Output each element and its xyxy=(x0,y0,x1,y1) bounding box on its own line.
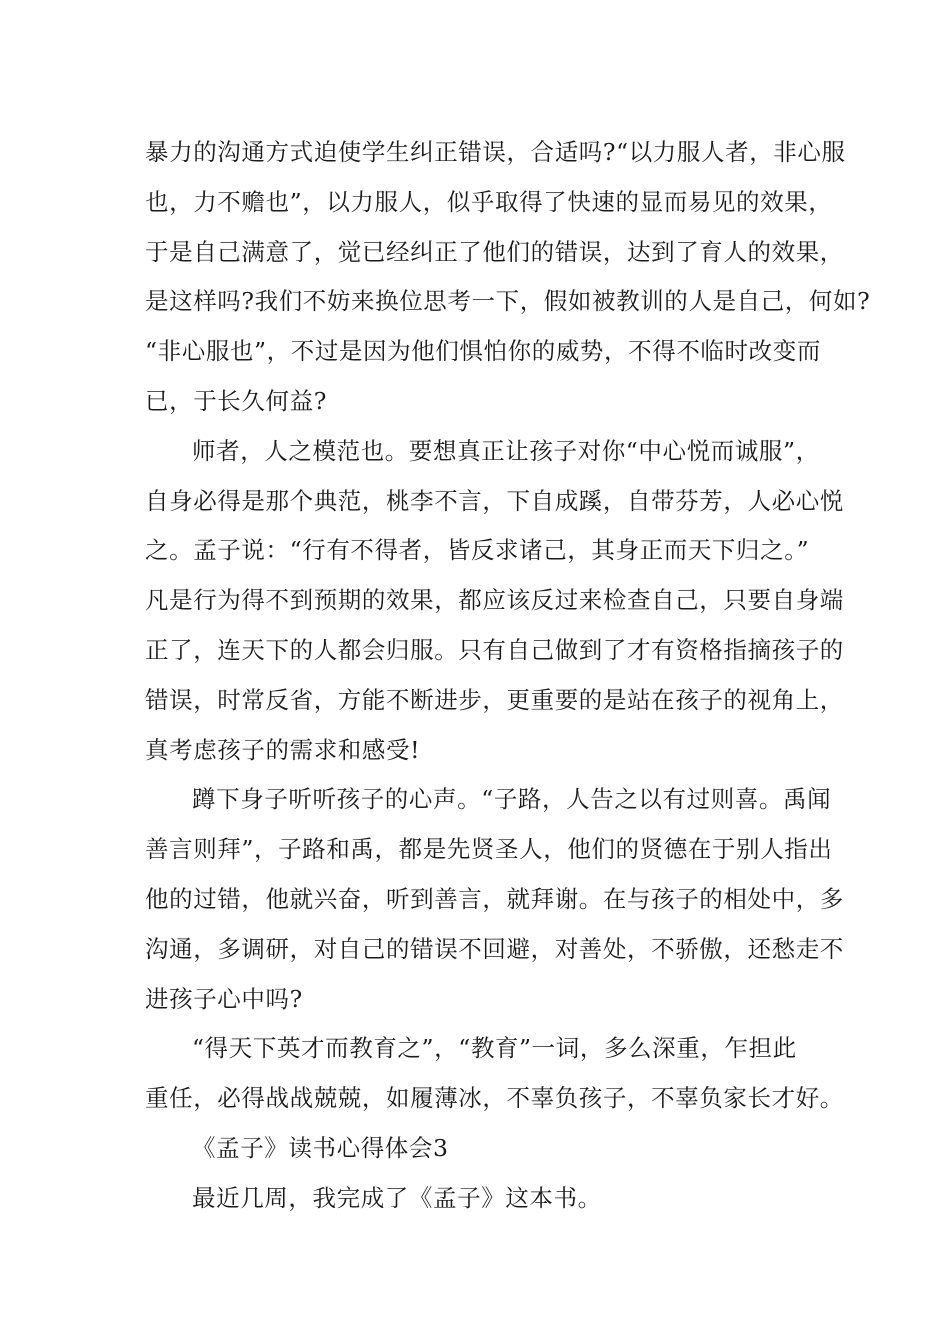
text-line: 重任，必得战战兢兢，如履薄冰，不辜负孩子，不辜负家长才好。 xyxy=(145,1084,844,1113)
text-line: 是这样吗?我们不妨来换位思考一下，假如被教训的人是自己，何如? xyxy=(145,287,871,316)
text-line: 进孩子心中吗? xyxy=(145,984,303,1013)
text-line: 真考虑孩子的需求和感受! xyxy=(145,735,421,764)
text-line: “非心服也”，不过是因为他们惧怕你的威势，不得不临时改变而 xyxy=(145,337,821,366)
text-line: 之。孟子说：“行有不得者，皆反求诸己，其身正而天下归之。” xyxy=(145,536,810,565)
text-line: 他的过错，他就兴奋，听到善言，就拜谢。在与孩子的相处中，多 xyxy=(145,884,844,913)
text-line: 师者，人之模范也。要想真正让孩子对你“中心悦而诚服”， xyxy=(192,436,820,465)
text-line: 也，力不赡也”，以力服人，似乎取得了快速的显而易见的效果， xyxy=(145,187,833,216)
text-line: 沟通，多调研，对自己的错误不回避，对善处，不骄傲，还愁走不 xyxy=(145,934,844,963)
section-heading: 《孟子》读书心得体会3 xyxy=(192,1133,449,1162)
text-line: 于是自己满意了，觉已经纠正了他们的错误，达到了育人的效果， xyxy=(145,237,844,266)
text-line: 蹲下身子听听孩子的心声。“子路，人告之以有过则喜。禹闻 xyxy=(192,785,832,814)
text-line: 正了，连天下的人都会归服。只有自己做到了才有资格指摘孩子的 xyxy=(145,635,844,664)
text-line: 暴力的沟通方式迫使学生纠正错误，合适吗?“以力服人者，非心服 xyxy=(145,138,846,166)
text-line: 自身必得是那个典范，桃李不言，下自成蹊，自带芬芳，人必心悦 xyxy=(145,486,844,515)
text-line: 善言则拜”，子路和禹，都是先贤圣人，他们的贤德在于别人指出 xyxy=(145,835,833,864)
text-line: 最近几周，我完成了《孟子》这本书。 xyxy=(192,1183,602,1212)
text-line: 凡是行为得不到预期的效果，都应该反过来检查自己，只要自身端 xyxy=(145,586,844,615)
text-line: 错误，时常反省，方能不断进步，更重要的是站在孩子的视角上， xyxy=(145,685,844,714)
text-line: 已，于长久何益? xyxy=(145,386,327,415)
text-line: “得天下英才而教育之”，“教育”一词，多么深重，乍担此 xyxy=(192,1034,797,1063)
body-text xyxy=(145,128,871,1224)
